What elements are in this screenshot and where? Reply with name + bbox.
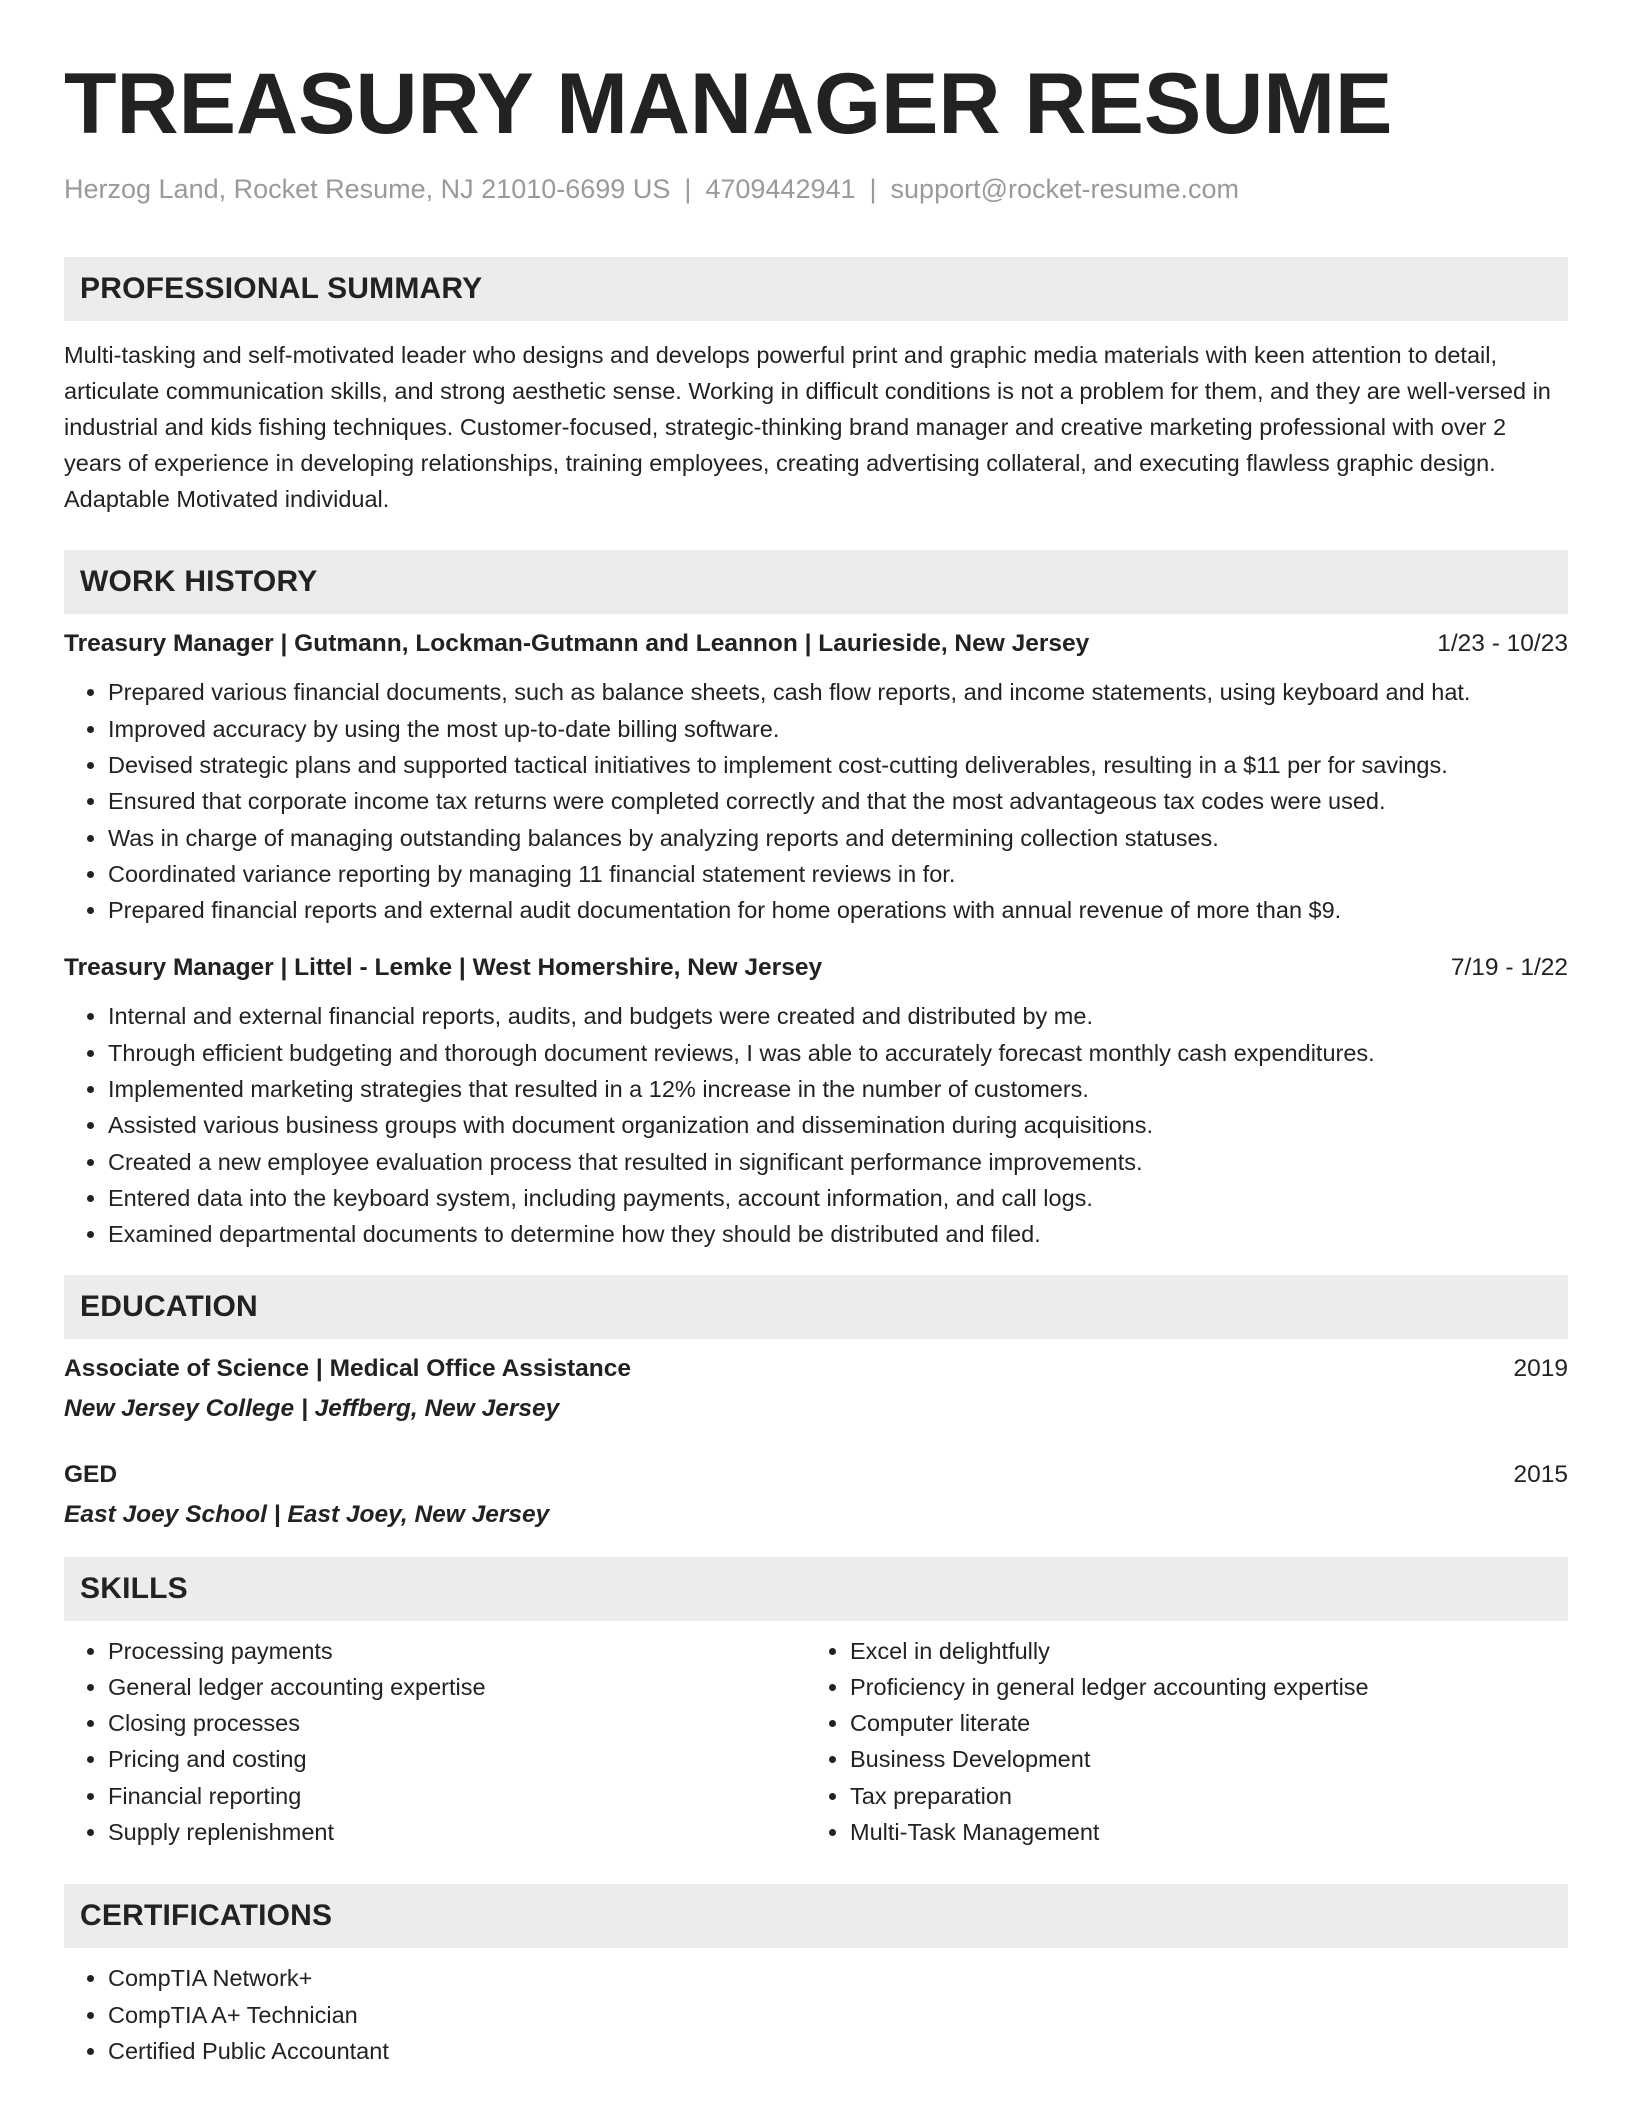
list-item: • Ensured that corporate income tax returns were completed correctly and that the most advantageous tax codes were used. xyxy=(108,783,1568,819)
list-item: • Examined departmental documents to determine how they should be distributed and filed. xyxy=(108,1216,1568,1252)
list-item: • Created a new employee evaluation process that resulted in significant performance improvements. xyxy=(108,1144,1568,1180)
summary-text: Multi-tasking and self-motivated leader who designs and develops powerful print and graphic media materials with keen attention to detail, articulate communication skills, and strong aesthetic sense. Working in difficult conditions is not a problem for them, and they are well-versed in industrial and kids fishing techniques. Customer-focused, strategic-thinking brand manager and creative marketing professional with over 2 years of experience in developing relationships, training employees, creating advertising collateral, and executing flawless graphic design. Adaptable Motivated individual. xyxy=(64,342,1551,513)
degree-title: Associate of Science | Medical Office Assistance xyxy=(64,1354,631,1382)
skill-item: • Multi-Task Management xyxy=(850,1814,1548,1850)
school-name: East Joey School | East Joey, New Jersey xyxy=(64,1500,550,1528)
list-item: • Assisted various business groups with document organization and dissemination during acquisitions. xyxy=(108,1107,1568,1143)
skill-item: • Closing processes xyxy=(108,1705,806,1741)
resume-page xyxy=(64,0,1568,2069)
education-header xyxy=(64,1351,1568,1387)
job-title: Treasury Manager | Littel - Lemke | West Homershire, New Jersey xyxy=(64,954,823,982)
list-item: • Improved accuracy by using the most up-to-date billing software. xyxy=(108,711,1568,747)
skill-item: • Computer literate xyxy=(850,1705,1548,1741)
contact-address: Herzog Land, Rocket Resume, NJ 21010-6699 US xyxy=(64,174,671,204)
section-heading-summary: PROFESSIONAL SUMMARY xyxy=(64,257,1568,321)
section-heading-work-history: WORK HISTORY xyxy=(64,550,1568,614)
education-year: 2019 xyxy=(1513,1354,1568,1382)
education-header xyxy=(64,1457,1568,1493)
skills-column-right xyxy=(806,1633,1548,1851)
list-item: • Devised strategic plans and supported tactical initiatives to implement cost-cutting deliverables, resulting in a $11 per for savings. xyxy=(108,747,1568,783)
school-name: New Jersey College | Jeffberg, New Jersey xyxy=(64,1394,560,1422)
skill-item: • Pricing and costing xyxy=(108,1741,806,1777)
degree-title: GED xyxy=(64,1460,118,1488)
skill-item: • Proficiency in general ledger accounting expertise xyxy=(850,1669,1548,1705)
job-bullets xyxy=(64,674,1568,928)
skill-item: • Supply replenishment xyxy=(108,1814,806,1850)
contact-separator: | xyxy=(869,174,877,204)
skill-item: • Excel in delightfully xyxy=(850,1633,1548,1669)
job-header xyxy=(64,626,1568,662)
contact-separator: | xyxy=(684,174,692,204)
list-item: • Through efficient budgeting and thorough document reviews, I was able to accurately forecast monthly cash expenditures. xyxy=(108,1035,1568,1071)
job-entry xyxy=(64,626,1568,928)
section-heading-skills: SKILLS xyxy=(64,1557,1568,1621)
certification-item: • Certified Public Accountant xyxy=(108,2033,1568,2069)
contact-phone: 4709442941 xyxy=(705,174,856,204)
education-entry xyxy=(64,1351,1568,1427)
skill-item: • Processing payments xyxy=(108,1633,806,1669)
contact-line xyxy=(64,173,1568,205)
list-item: • Prepared various financial documents, such as balance sheets, cash flow reports, and income statements, using keyboard and hat. xyxy=(108,674,1568,710)
list-item: • Was in charge of managing outstanding balances by analyzing reports and determining collection statuses. xyxy=(108,820,1568,856)
skill-item: • Financial reporting xyxy=(108,1778,806,1814)
certification-item: • CompTIA A+ Technician xyxy=(108,1997,1568,2033)
skill-item: • Business Development xyxy=(850,1741,1548,1777)
certification-item: • CompTIA Network+ xyxy=(108,1960,1568,1996)
section-heading-certifications: CERTIFICATIONS xyxy=(64,1884,1568,1948)
list-item: • Implemented marketing strategies that resulted in a 12% increase in the number of customers. xyxy=(108,1071,1568,1107)
job-entry xyxy=(64,950,1568,1252)
contact-email: support@rocket-resume.com xyxy=(890,174,1240,204)
education-year: 2015 xyxy=(1513,1460,1568,1488)
job-dates: 1/23 - 10/23 xyxy=(1437,630,1568,658)
skill-item: • Tax preparation xyxy=(850,1778,1548,1814)
list-item: • Coordinated variance reporting by managing 11 financial statement reviews in for. xyxy=(108,856,1568,892)
certifications-list xyxy=(64,1960,1568,2069)
skill-item: • General ledger accounting expertise xyxy=(108,1669,806,1705)
job-dates: 7/19 - 1/22 xyxy=(1450,954,1568,982)
skills-grid xyxy=(64,1633,1568,1851)
list-item: • Prepared financial reports and external audit documentation for home operations with annual revenue of more than $9. xyxy=(108,892,1568,928)
resume-title: TREASURY MANAGER RESUME xyxy=(64,56,1393,152)
list-item: • Entered data into the keyboard system, including payments, account information, and call logs. xyxy=(108,1180,1568,1216)
section-heading-education: EDUCATION xyxy=(64,1275,1568,1339)
list-item: • Internal and external financial reports, audits, and budgets were created and distributed by me. xyxy=(108,998,1568,1034)
job-title: Treasury Manager | Gutmann, Lockman-Gutmann and Leannon | Laurieside, New Jersey xyxy=(64,630,1090,658)
job-bullets xyxy=(64,998,1568,1252)
skills-column-left xyxy=(64,1633,806,1851)
job-header xyxy=(64,950,1568,986)
education-entry xyxy=(64,1457,1568,1533)
